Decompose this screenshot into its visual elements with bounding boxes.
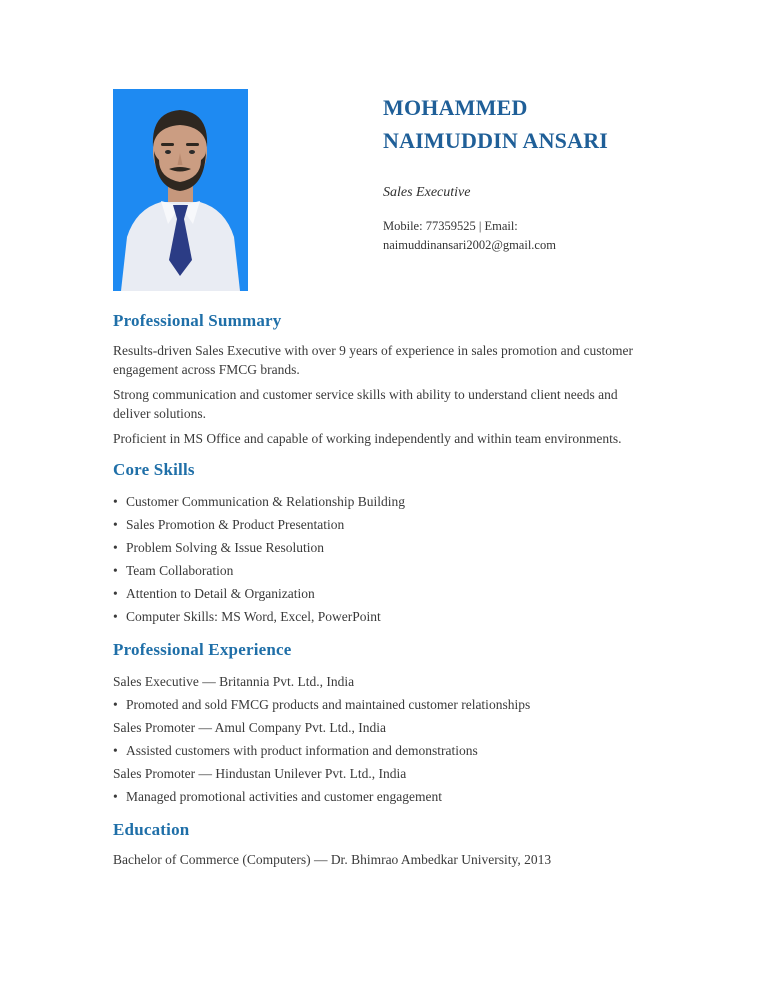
core-skills-heading: Core Skills: [113, 460, 195, 479]
job-title: Sales Executive: [383, 185, 471, 200]
header-text: [383, 89, 633, 256]
contact-line-mobile-email: Mobile: 77359525 | Email:: [383, 219, 518, 233]
skill-item: • Customer Communication & Relationship Building: [113, 490, 656, 513]
experience-role: Sales Promoter — Hindustan Unilever Pvt. Ltd., India: [113, 766, 407, 781]
education-heading: Education: [113, 820, 190, 839]
skill-item: • Computer Skills: MS Word, Excel, PowerPoint: [113, 605, 656, 628]
experience-heading: Professional Experience: [113, 640, 292, 659]
skill-item: • Team Collaboration: [113, 559, 656, 582]
contact-line-email-address: naimuddinansari2002@gmail.com: [383, 238, 556, 253]
core-skills-list: [113, 490, 656, 628]
experience-role: Sales Promoter — Amul Company Pvt. Ltd., India: [113, 720, 386, 735]
summary-paragraph: Results-driven Sales Executive with over 9 years of experience in sales promotion and customer engagement across FMCG brands.: [113, 343, 633, 377]
skill-item: • Sales Promotion & Product Presentation: [113, 513, 656, 536]
experience-bullet: • Assisted customers with product information and demonstrations: [113, 739, 656, 762]
experience-bullet: • Managed promotional activities and customer engagement: [113, 785, 656, 808]
summary-heading: Professional Summary: [113, 311, 282, 330]
summary-paragraph: Proficient in MS Office and capable of working independently and within team environments.: [113, 431, 622, 446]
profile-photo-illustration: [113, 89, 248, 291]
summary-paragraph: Strong communication and customer service skills with ability to understand client needs and deliver solutions.: [113, 387, 618, 421]
profile-photo: [113, 89, 248, 291]
experience-bullet: • Promoted and sold FMCG products and maintained customer relationships: [113, 693, 656, 716]
experience-role: Sales Executive — Britannia Pvt. Ltd., India: [113, 674, 355, 689]
experience-list: [113, 670, 656, 808]
skill-item: • Attention to Detail & Organization: [113, 582, 656, 605]
resume-header: [113, 89, 656, 291]
education-line: Bachelor of Commerce (Computers) — Dr. Bhimrao Ambedkar University, 2013: [113, 852, 552, 867]
skill-item: • Problem Solving & Issue Resolution: [113, 536, 656, 559]
contact-info: [383, 217, 613, 256]
candidate-name: MOHAMMED NAIMUDDIN ANSARI: [383, 95, 609, 153]
